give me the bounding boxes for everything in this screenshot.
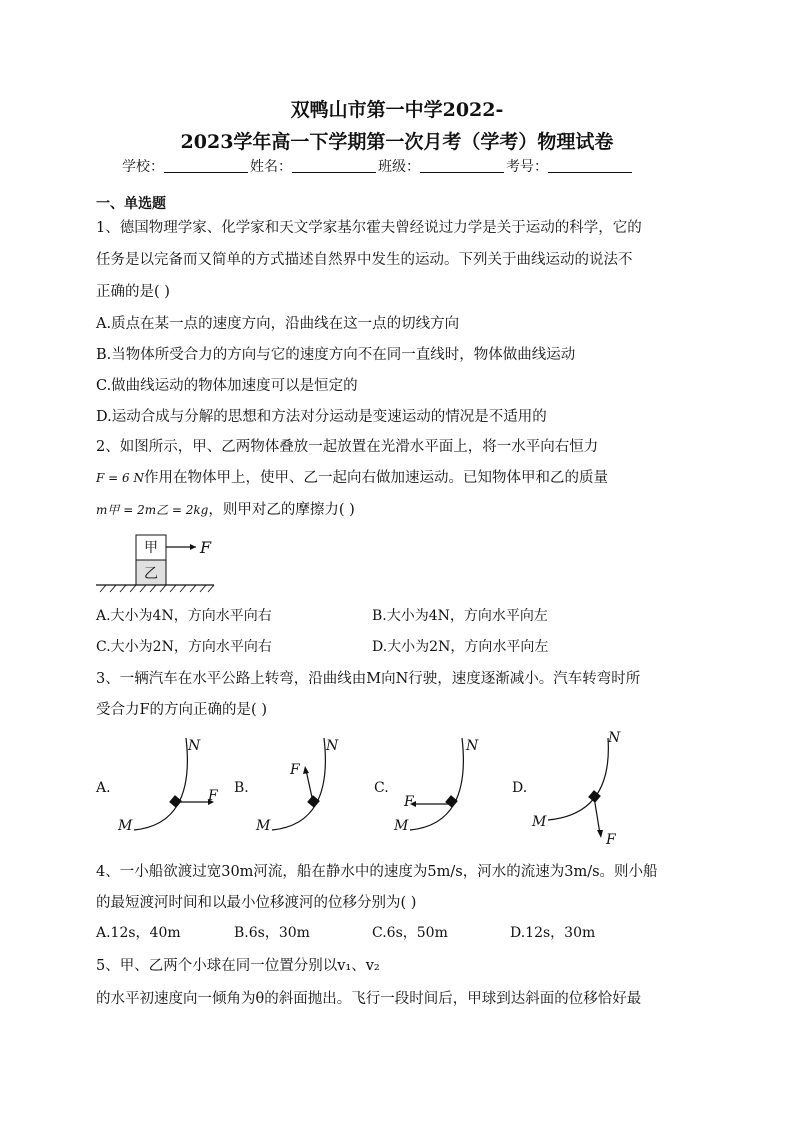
- q2-option-b: B.大小为4N，方向水平向左: [372, 608, 548, 624]
- q2-line3-text: ，则甲对乙的摩擦力( ): [208, 502, 355, 518]
- q2-option-a: A.大小为4N，方向水平向右: [96, 608, 272, 624]
- q3-option-b-label: B.: [234, 780, 249, 796]
- block-yi-label: 乙: [144, 566, 158, 582]
- q3-line2: 受合力F的方向正确的是( ): [96, 702, 267, 718]
- q1-line3: 正确的是( ): [96, 284, 170, 300]
- q4-line2: 的最短渡河时间和以最小位移渡河的位移分别为( ): [96, 895, 417, 911]
- q3-option-c-label: C.: [374, 780, 389, 796]
- q5-line1: 5、甲、乙两个小球在同一位置分别以v₁、v₂: [96, 958, 380, 974]
- force-arrowhead: [190, 544, 196, 550]
- path-curve: [134, 738, 187, 830]
- q2-line2: [96, 466, 608, 487]
- q1-option-c: C.做曲线运动的物体加速度可以是恒定的: [96, 378, 358, 394]
- q3-c-m-label: M: [394, 818, 409, 834]
- q2-line3: [96, 498, 355, 519]
- class-label: 班级：: [378, 159, 420, 175]
- car-marker: [445, 795, 458, 808]
- q5-line2: 的水平初速度向一倾角为θ的斜面抛出。飞行一段时间后，甲球到达斜面的位移恰好最: [96, 991, 642, 1007]
- q4-option-a: A.12s，40m: [96, 925, 181, 941]
- school-blank[interactable]: [164, 158, 248, 173]
- q3-b-m-label: M: [256, 818, 271, 834]
- ground-hatching: [100, 585, 214, 592]
- q3-diagram-d: [528, 730, 658, 850]
- student-info-row: [122, 156, 634, 176]
- q3-d-m-label: M: [532, 814, 547, 830]
- q3-c-f-label: F: [404, 794, 414, 810]
- q3-a-m-label: M: [118, 818, 133, 834]
- path-curve: [410, 738, 463, 830]
- q2-line2-text: 作用在物体甲上，使甲、乙一起向右做加速运动。已知物体甲和乙的质量: [143, 470, 608, 486]
- q3-c-n-label: N: [466, 738, 479, 754]
- q1-line2: 任务是以完备而又简单的方式描述自然界中发生的运动。下列关于曲线运动的说法不: [96, 252, 633, 268]
- q1-line1: 1、德国物理学家、化学家和天文学家基尔霍夫曾经说过力学是关于运动的科学，它的: [96, 220, 642, 236]
- q2-force-expression: F = 6 N: [96, 471, 144, 485]
- q3-d-f-label: F: [606, 832, 616, 848]
- q3-b-f-label: F: [290, 762, 300, 778]
- q2-diagram: [96, 532, 226, 594]
- q3-d-n-label: N: [608, 730, 621, 746]
- name-label: 姓名：: [250, 159, 292, 175]
- q2-option-d: D.大小为2N，方向水平向左: [372, 639, 549, 655]
- q4-option-b: B.6s，30m: [234, 925, 310, 941]
- force-label: F: [200, 538, 212, 557]
- force-arrow: [594, 797, 600, 834]
- name-blank[interactable]: [292, 158, 376, 173]
- q4-option-d: D.12s，30m: [510, 925, 596, 941]
- q2-mass-expression: m甲 = 2m乙 = 2kg: [96, 503, 209, 517]
- q4-line1: 4、一小船欲渡过宽30m河流，船在静水中的速度为5m/s，河水的流速为3m/s。则小船: [96, 864, 658, 880]
- q4-option-c: C.6s，50m: [372, 925, 448, 941]
- exam-number-label: 考号：: [506, 159, 548, 175]
- q3-option-d-label: D.: [512, 780, 528, 796]
- q2-option-c: C.大小为2N，方向水平向右: [96, 639, 272, 655]
- section-title: 一、单选题: [96, 196, 166, 212]
- class-blank[interactable]: [420, 158, 504, 173]
- q1-option-b: B.当物体所受合力的方向与它的速度方向不在同一直线时，物体做曲线运动: [96, 347, 576, 363]
- q3-diagrams: [94, 730, 704, 850]
- q3-b-n-label: N: [326, 738, 339, 754]
- path-curve: [548, 738, 608, 820]
- q1-option-d: D.运动合成与分解的思想和方法对分运动是变速运动的情况是不适用的: [96, 409, 547, 425]
- exam-title-line2: 2023学年高一下学期第一次月考（学考）物理试卷: [180, 131, 614, 153]
- q3-option-a-label: A.: [96, 780, 111, 796]
- force-arrowhead: [303, 766, 309, 774]
- path-curve: [272, 738, 325, 830]
- exam-title-line1: 双鸭山市第一中学2022-: [290, 99, 504, 121]
- q1-option-a: A.质点在某一点的速度方向，沿曲线在这一点的切线方向: [96, 316, 460, 332]
- exam-number-blank[interactable]: [548, 158, 632, 173]
- q3-a-f-label: F: [208, 788, 218, 804]
- force-arrowhead: [597, 830, 603, 838]
- q3-a-n-label: N: [188, 738, 201, 754]
- block-jia-label: 甲: [144, 540, 158, 556]
- force-arrow: [306, 770, 313, 802]
- q3-line1: 3、一辆汽车在水平公路上转弯，沿曲线由M向N行驶，速度逐渐减小。汽车转弯时所: [96, 671, 641, 687]
- school-label: 学校：: [122, 159, 164, 175]
- q2-line1: 2、如图所示，甲、乙两物体叠放一起放置在光滑水平面上，将一水平向右恒力: [96, 439, 599, 455]
